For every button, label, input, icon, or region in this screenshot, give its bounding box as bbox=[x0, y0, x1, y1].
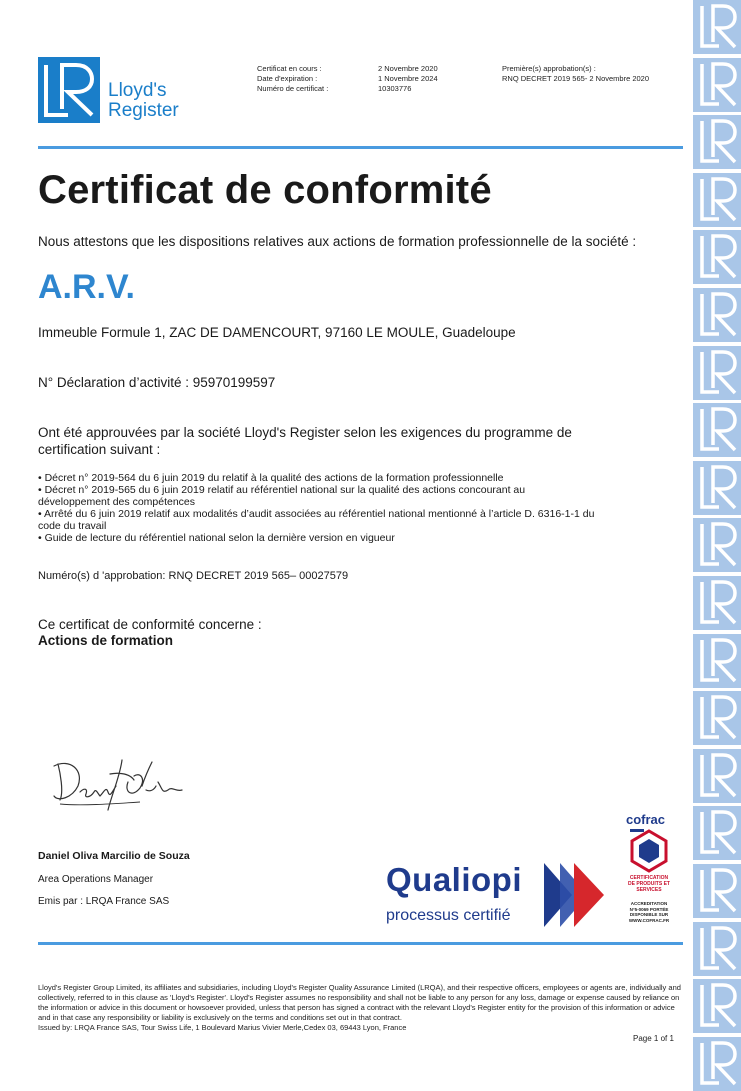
lr-watermark-tile bbox=[693, 576, 741, 630]
brand-name-line2: Register bbox=[108, 100, 179, 121]
first-approval-value: RNQ DECRET 2019 565- 2 Novembre 2020 bbox=[502, 74, 650, 83]
brand-name-line1: Lloyd's bbox=[108, 80, 167, 101]
scope-label: Ce certificat de conformité concerne : bbox=[38, 617, 262, 632]
lr-watermark-tile bbox=[693, 230, 741, 284]
requirement-item: • Guide de lecture du référentiel national selon la dernière version en vigueur bbox=[38, 532, 395, 544]
qualiopi-wordmark: Qualiopi bbox=[386, 861, 522, 898]
header-labels bbox=[257, 64, 328, 94]
page-number: Page 1 of 1 bbox=[633, 1034, 674, 1043]
lr-watermark-tile bbox=[693, 979, 741, 1033]
lr-watermark-tile bbox=[693, 58, 741, 112]
cofrac-wordmark: cofrac bbox=[626, 812, 666, 827]
certificate-title: Certificat de conformité bbox=[38, 168, 492, 212]
lloyds-register-logo bbox=[38, 57, 186, 127]
lr-watermark-tile bbox=[693, 461, 741, 515]
lr-watermark-strip bbox=[693, 0, 741, 1080]
issuer-address: Issued by: LRQA France SAS, Tour Swiss Life, 1 Boulevard Marius Vivier Merle,Cedex 03, 69443 Lyon, France bbox=[38, 1023, 407, 1032]
lr-logo-mark bbox=[38, 57, 100, 123]
qualiopi-logo bbox=[378, 857, 610, 935]
legal-disclaimer bbox=[38, 983, 683, 1033]
signatory-name: Daniel Oliva Marcilio de Souza bbox=[38, 850, 190, 862]
requirement-item: • Arrêté du 6 juin 2019 relatif aux modalités d’audit associées au référentiel national mentionné à l’article D. 6316-1-1 du code du travail bbox=[38, 508, 595, 532]
company-name: A.R.V. bbox=[38, 268, 136, 306]
requirement-item: • Décret n° 2019-564 du 6 juin 2019 du relatif à la qualité des actions de la formation professionnelle bbox=[38, 472, 504, 484]
lr-watermark-tile bbox=[693, 403, 741, 457]
activity-declaration: N° Déclaration d’activité : 95970199597 bbox=[38, 375, 276, 390]
lr-watermark-tile bbox=[693, 864, 741, 918]
approved-by-statement: Ont été approuvées par la société Lloyd's Register selon les exigences du programme de certification suivant : bbox=[38, 425, 572, 457]
issued-label: Certificat en cours : bbox=[257, 64, 322, 73]
disclaimer-text: Lloyd's Register Group Limited, its affiliates and subsidiaries, including Lloyd's Register Quality Assurance Limited (LRQA), and their respective officers, employees or agents are, individually and collectively, referred to in this clause as 'Lloyd's Register'. Lloyd's Register assumes no responsibility and shall not be liable to any person for any loss, damage or expense caused by reliance on the information or advice in this document or howsoever provided, unless that person has signed a contract with the relevant Lloyd's Register entity for the provision of this information or advice and in that case any responsibility or liability is exclusively on the terms and conditions set out in that contract. bbox=[38, 983, 681, 1022]
first-approval bbox=[502, 64, 649, 84]
header-values bbox=[378, 64, 438, 94]
lr-watermark-tile bbox=[693, 1037, 741, 1091]
handwritten-signature bbox=[50, 752, 190, 822]
company-address: Immeuble Formule 1, ZAC DE DAMENCOURT, 97160 LE MOULE, Guadeloupe bbox=[38, 325, 516, 340]
expiry-value: 1 Novembre 2024 bbox=[378, 74, 438, 83]
lr-watermark-tile bbox=[693, 346, 741, 400]
lr-watermark-tile bbox=[693, 288, 741, 342]
brand-name bbox=[108, 81, 179, 121]
issuing-entity: Emis par : LRQA France SAS bbox=[38, 896, 170, 907]
lr-watermark-tile bbox=[693, 749, 741, 803]
qualiopi-arrows-icon bbox=[538, 859, 610, 931]
approval-number: Numéro(s) d 'approbation: RNQ DECRET 2019 565– 00027579 bbox=[38, 570, 349, 582]
cofrac-hexagon-icon bbox=[628, 829, 670, 873]
issued-value: 2 Novembre 2020 bbox=[378, 64, 438, 73]
lr-watermark-tile bbox=[693, 518, 741, 572]
signatory-role: Area Operations Manager bbox=[38, 874, 154, 885]
cofrac-certification-text: CERTIFICATION DE PRODUITS ET SERVICES bbox=[628, 875, 670, 893]
lr-watermark-tile bbox=[693, 806, 741, 860]
lr-watermark-tile bbox=[693, 922, 741, 976]
certificate-lead: Nous attestons que les dispositions relatives aux actions de formation professionnelle de la société : bbox=[38, 234, 637, 249]
requirements-list bbox=[38, 472, 598, 544]
footer-divider bbox=[38, 942, 683, 945]
cofrac-accreditation-text: ACCREDITATION N°5-0069 PORTÉE DISPONIBLE SUR WWW.COFRAC.FR bbox=[628, 901, 670, 923]
scope-value: Actions de formation bbox=[38, 633, 174, 648]
qualiopi-subtitle: processus certifié bbox=[386, 907, 511, 924]
header-divider bbox=[38, 146, 683, 149]
lr-watermark-tile bbox=[693, 0, 741, 54]
lr-watermark-tile bbox=[693, 691, 741, 745]
requirement-item: • Décret n° 2019-565 du 6 juin 2019 relatif au référentiel national sur la qualité des actions concourant au développement des compétences bbox=[38, 484, 526, 508]
cofrac-logo bbox=[626, 812, 672, 937]
lr-watermark-tile bbox=[693, 173, 741, 227]
lr-watermark-tile bbox=[693, 115, 741, 169]
cert-number-label: Numéro de certificat : bbox=[257, 84, 329, 93]
expiry-label: Date d'expiration : bbox=[257, 74, 318, 83]
first-approval-label: Première(s) approbation(s) : bbox=[502, 64, 596, 73]
cert-number-value: 10303776 bbox=[378, 84, 412, 93]
lr-watermark-tile bbox=[693, 634, 741, 688]
